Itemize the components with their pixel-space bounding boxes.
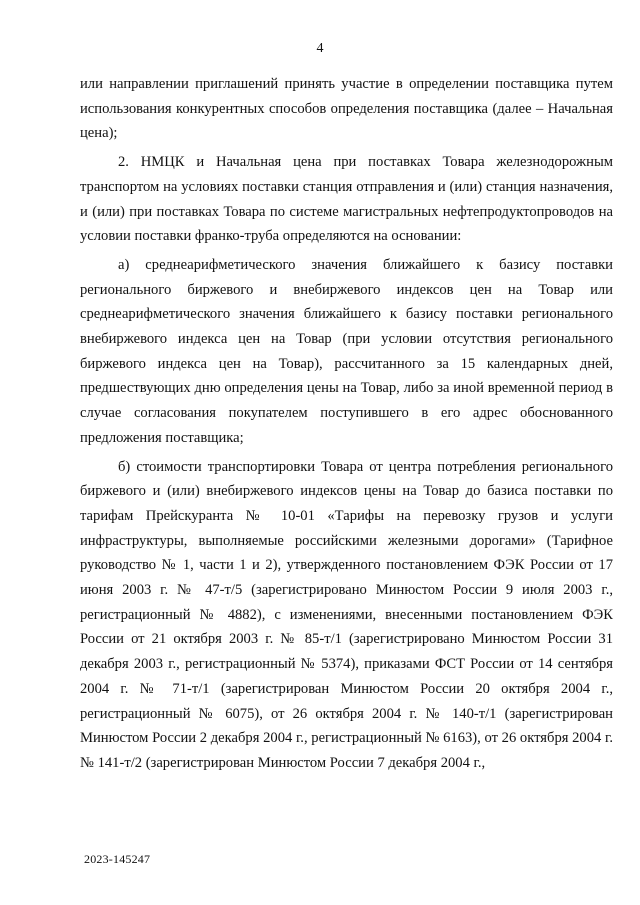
- page-number: 4: [316, 41, 324, 56]
- paragraph-continuation: или направлении приглашений принять участие в определении поставщика путем использования конкурентных способов определения поставщика (далее – Начальная цена);: [80, 76, 613, 142]
- paragraph-subitem-a: а) среднеарифметического значения ближайшего к базису поставки регионального биржевого и внебиржевого индексов цен на Товар или среднеарифметического значения ближайшего к базису поставки регионального внебиржевого индекса цен на Товар (при условии отсутствия регионального биржевого индекса цен на Товар), рассчитанного за 15 календарных дней, предшествующих дню определения цены на Товар, либо за иной временной период в случае согласования покупателем поступившего в его адрес обоснованного предложения поставщика;: [80, 256, 613, 446]
- body-text: [80, 72, 613, 780]
- paragraph-item-2: 2. НМЦК и Начальная цена при поставках Товара железнодорожным транспортом на условиях поставки станция отправления и (или) станция назначения, и (или) при поставках Товара по системе магистральных нефтепродуктопроводов на условии поставки франко-труба определяются на основании:: [80, 154, 613, 245]
- paragraph-subitem-b: б) стоимости транспортировки Товара от центра потребления регионального биржевого и (или) внебиржевого индексов цены на Товар до базиса поставки по тарифам Прейскуранта № 10-01 «Тарифы на перевозку грузов и услуги инфраструктуры, выполняемые российскими железными дорогами» (Тарифное руководство № 1, части 1 и 2), утвержденного постановлением ФЭК России от 17 июня 2003 г. № 47-т/5 (зарегистрировано Минюстом России 9 июля 2003 г., регистрационный № 4882), с изменениями, внесенными постановлением ФЭК России от 21 октября 2003 г. № 85-т/1 (зарегистрировано Минюстом России 31 декабря 2003 г., регистрационный № 5374), приказами ФСТ России от 14 сентября 2004 г. № 71-т/1 (зарегистрирован Минюстом России 20 октября 2004 г., регистрационный № 6075), от 26 октября 2004 г. № 140-т/1 (зарегистрирован Минюстом России 2 декабря 2004 г., регистрационный № 6163), от 26 октября 2004 г. № 141-т/2 (зарегистрирован Минюстом России 7 декабря 2004 г.,: [80, 458, 613, 771]
- document-id: 2023-145247: [84, 852, 151, 866]
